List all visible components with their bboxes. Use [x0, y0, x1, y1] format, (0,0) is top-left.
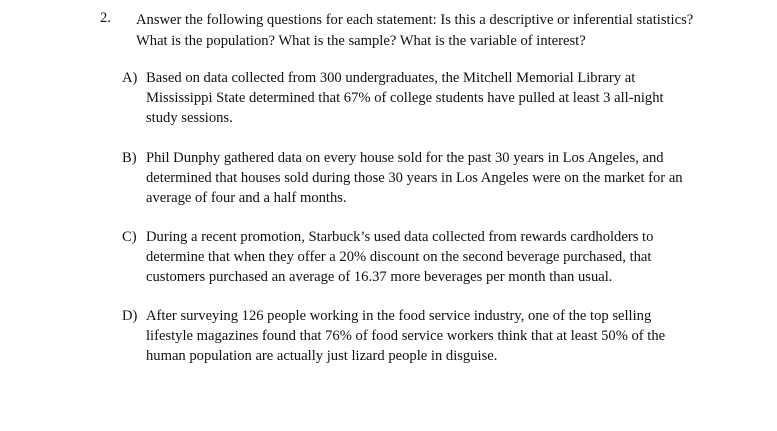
item-label: D): [122, 308, 138, 324]
item-label: C): [122, 229, 137, 245]
item-text: After surveying 126 people working in the food service industry, one of the top selling lifestyle magazines found that 76% of food service workers think that at least 50% of the human population are actually just lizard people in disguise.: [146, 308, 666, 364]
item-label: A): [122, 70, 138, 86]
question-text: Answer the following questions for each statement: Is this a descriptive or inferential statistics? What is the population? What is the sample? What is the variable of interest?: [136, 12, 694, 49]
item-text: During a recent promotion, Starbuck’s used data collected from rewards cardholders to determine that when they offer a 20% discount on the second beverage purchased, that customers purchased an average of 16.37 more beverages per month than usual.: [146, 229, 654, 285]
item-label: B): [122, 150, 137, 166]
question-number: 2.: [100, 10, 111, 26]
item-text: Phil Dunphy gathered data on every house sold for the past 30 years in Los Angeles, and determined that houses sold during those 30 years in Los Angeles were on the market for an average of four and a half months.: [146, 150, 683, 206]
item-text: Based on data collected from 300 undergraduates, the Mitchell Memorial Library at Mississippi State determined that 67% of college students have pulled at least 3 all-night study sessions.: [146, 70, 664, 126]
